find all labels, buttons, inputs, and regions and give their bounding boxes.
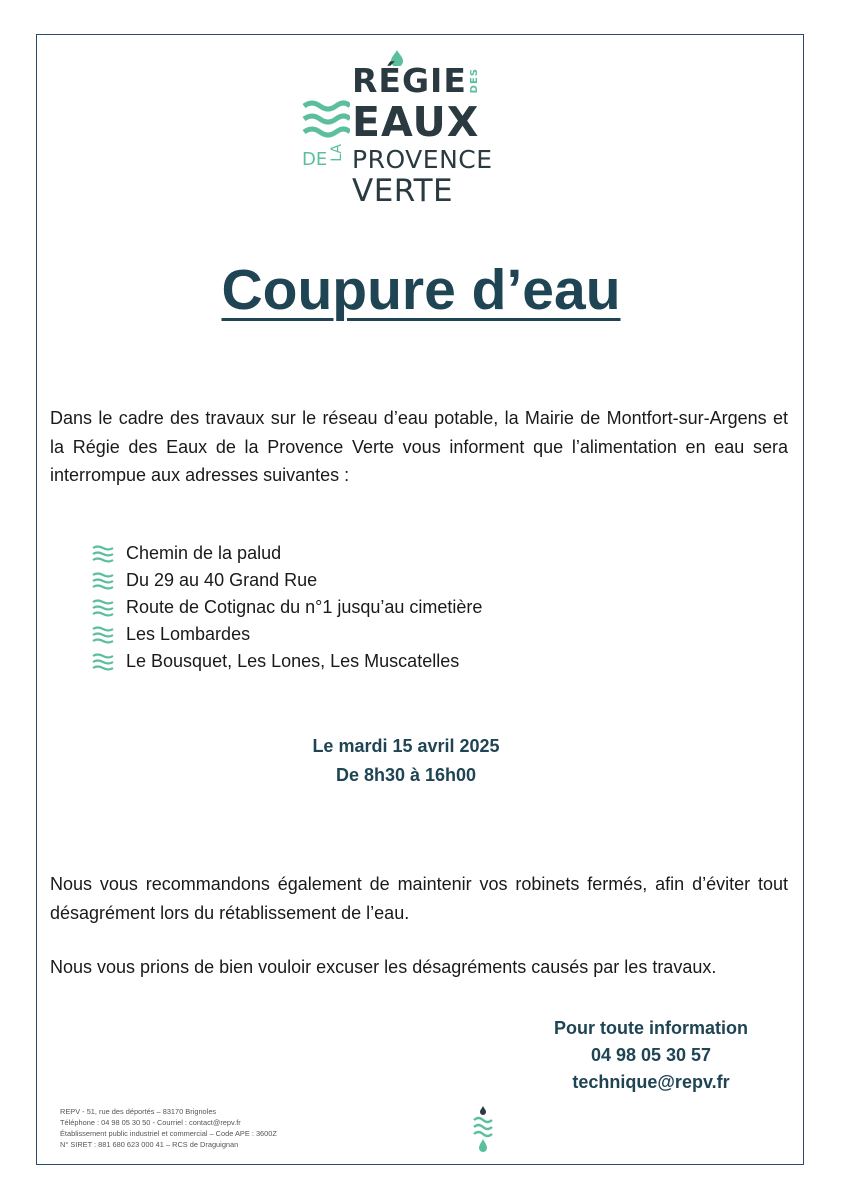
list-item [92,594,482,621]
page-title: Coupure d’eau [221,258,621,322]
address-text: Les Lombardes [126,624,251,644]
list-item [92,540,482,567]
list-item [92,621,482,648]
wave-bullet-icon [92,545,114,563]
list-item [92,567,482,594]
address-text: Chemin de la palud [126,543,282,563]
footer-line: Établissement public industriel et commercial – Code APE : 3600Z [60,1129,277,1138]
waves-icon [302,100,350,140]
footer-address [60,1106,277,1150]
schedule-block [0,732,812,790]
logo-verte: VERTE [352,173,454,209]
logo-eaux: EAUX [352,98,480,146]
recommendation-paragraph: Nous vous recommandons également de maintenir vos robinets fermés, afin d’éviter tout désagrément lors du rétablissement de l’eau. [50,874,788,923]
logo-regie: RÉGIE [352,61,467,100]
address-text: Le Bousquet, Les Lones, Les Muscatelles [126,651,460,671]
intro-paragraph: Dans le cadre des travaux sur le réseau d’eau potable, la Mairie de Montfort-sur-Argens et la Régie des Eaux de la Provence Verte vous informent que l’alimentation en eau sera interrompue aux adresses suivantes : [50,408,788,485]
contact-heading: Pour toute information [554,1018,748,1038]
wave-bullet-icon [92,599,114,617]
logo-de: DE [302,149,328,170]
footer-line: N° SIRET : 881 680 623 000 41 – RCS de Draguignan [60,1140,239,1149]
contact-block [520,1015,782,1096]
wave-bullet-icon [92,653,114,671]
wave-bullet-icon [92,626,114,644]
wave-bullet-icon [92,572,114,590]
schedule-hours: De 8h30 à 16h00 [335,765,477,785]
logo-provence: PROVENCE [352,145,493,174]
list-item [92,648,482,675]
regie-des-eaux-logo [300,50,500,212]
apology-paragraph: Nous vous prions de bien vouloir excuser les désagréments causés par les travaux. [50,957,717,977]
contact-phone[interactable]: 04 98 05 30 57 [590,1045,712,1065]
logo-des: DES [469,68,480,94]
address-text: Route de Cotignac du n°1 jusqu’au cimetière [126,597,483,617]
address-text: Du 29 au 40 Grand Rue [126,570,318,590]
footer-logo-icon [472,1106,494,1154]
contact-email[interactable]: technique@repv.fr [572,1072,730,1092]
footer-line: REPV - 51, rue des déportés – 83170 Brignoles [60,1107,217,1116]
footer-line: Téléphone : 04 98 05 30 50 - Courriel : contact@repv.fr [60,1118,241,1127]
address-list [92,540,482,675]
schedule-date: Le mardi 15 avril 2025 [312,736,500,756]
logo-la: LA [329,144,345,162]
